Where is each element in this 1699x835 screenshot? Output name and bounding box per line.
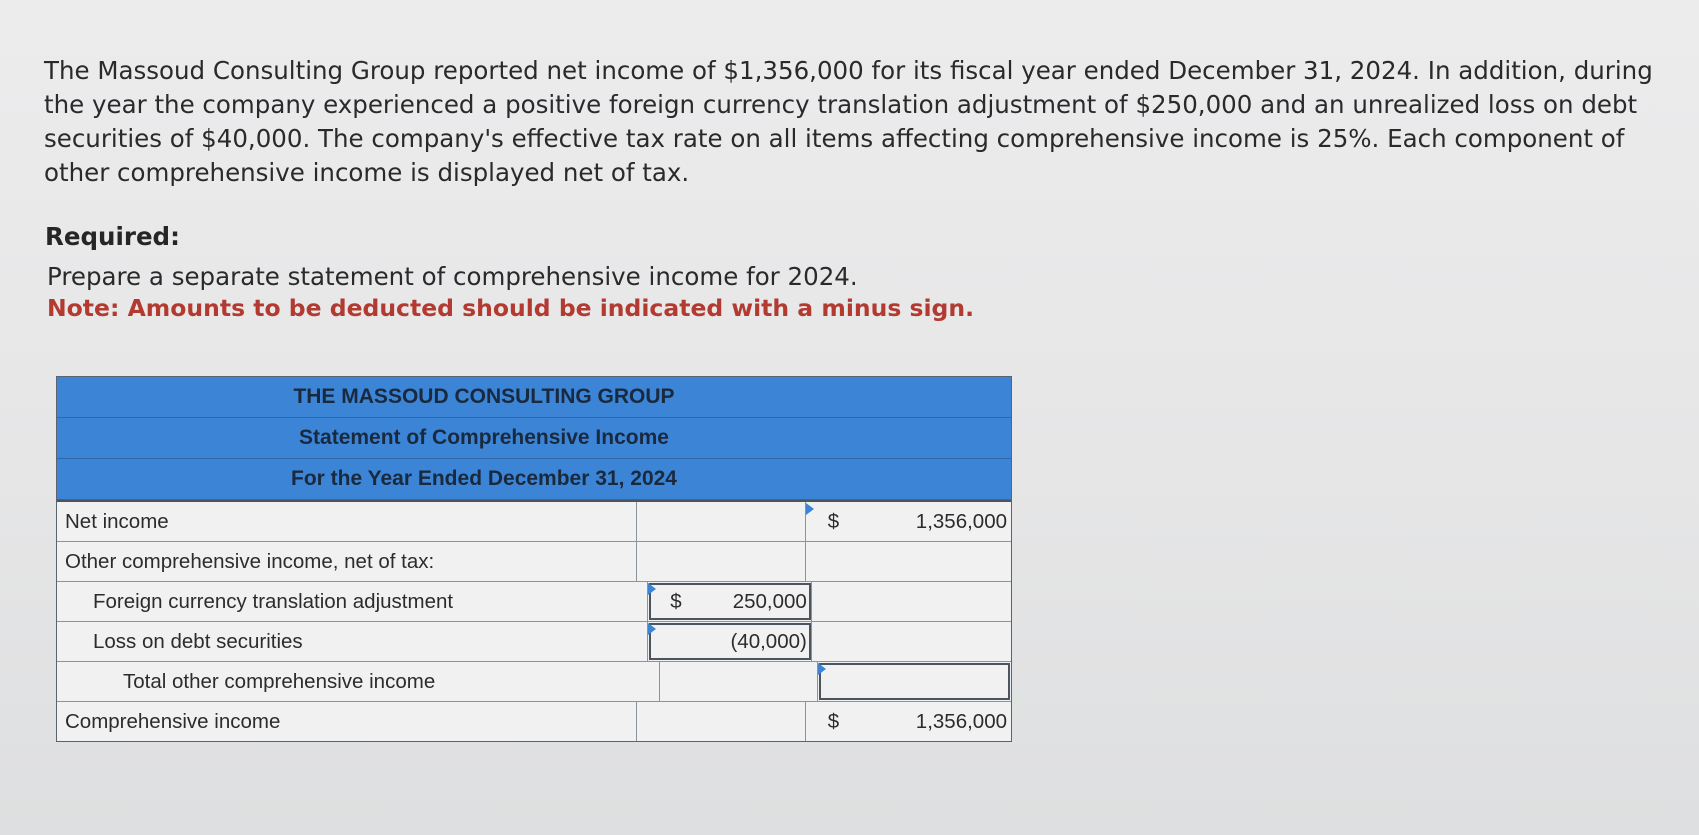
- amount-input-col1[interactable]: [637, 502, 806, 541]
- row-label: Other comprehensive income, net of tax:: [57, 542, 637, 581]
- input-flag-icon: [818, 663, 826, 675]
- amount-input-col2[interactable]: [818, 662, 1011, 701]
- amount-input-col1[interactable]: [648, 622, 812, 661]
- amount-value: (40,000): [730, 629, 807, 653]
- table-row-loss-debt-securities: [57, 621, 1011, 661]
- input-flag-icon: [648, 623, 656, 635]
- table-row-oci-heading: [57, 541, 1011, 581]
- input-flag-icon: [806, 503, 814, 515]
- row-label: Net income: [57, 502, 637, 541]
- statement-title: Statement of Comprehensive Income: [57, 418, 1011, 459]
- input-flag-icon: [648, 583, 656, 595]
- required-label: Required:: [45, 222, 180, 251]
- amount-input-col2[interactable]: [812, 622, 1011, 661]
- problem-intro: The Massoud Consulting Group reported net income of $1,356,000 for its fiscal year ended December 31, 2024. In addition, during the year the company experienced a positive foreign currency translation adjustment of $250,000 and an unrealized loss on debt securities of $40,000. The company's effective tax rate on all items affecting comprehensive income is 25%. Each component of other comprehensive income is displayed net of tax.: [44, 56, 1653, 187]
- dollar-sign: $: [827, 509, 840, 533]
- table-row-total-oci: [57, 661, 1011, 701]
- amount-input-col1[interactable]: [637, 542, 806, 581]
- amount-input-col1[interactable]: [648, 582, 812, 621]
- minus-sign-note: Note: Amounts to be deducted should be indicated with a minus sign.: [47, 294, 975, 322]
- statement-company-name: THE MASSOUD CONSULTING GROUP: [57, 377, 1011, 418]
- amount-input-col2[interactable]: [812, 582, 1011, 621]
- table-row-net-income: [57, 500, 1011, 541]
- comprehensive-income-statement: [56, 376, 1012, 742]
- row-label: Total other comprehensive income: [57, 662, 660, 701]
- row-label: Foreign currency translation adjustment: [57, 582, 648, 621]
- amount-input-col2[interactable]: [806, 502, 1011, 541]
- amount-value: 250,000: [732, 589, 807, 613]
- dollar-sign: $: [670, 589, 682, 613]
- amount-input-col2[interactable]: [806, 702, 1011, 741]
- amount-input-col1[interactable]: [660, 662, 818, 701]
- amount-value: 1,356,000: [915, 509, 1007, 533]
- table-row-comprehensive-income: [57, 701, 1011, 741]
- table-row-foreign-currency: [57, 581, 1011, 621]
- amount-value: 1,356,000: [915, 709, 1007, 733]
- row-label: Comprehensive income: [57, 702, 637, 741]
- amount-input-col1[interactable]: [637, 702, 806, 741]
- required-text: Prepare a separate statement of comprehensive income for 2024.: [47, 262, 858, 291]
- dollar-sign: $: [827, 709, 840, 733]
- row-label: Loss on debt securities: [57, 622, 648, 661]
- amount-input-col2[interactable]: [806, 542, 1011, 581]
- statement-period: For the Year Ended December 31, 2024: [57, 459, 1011, 500]
